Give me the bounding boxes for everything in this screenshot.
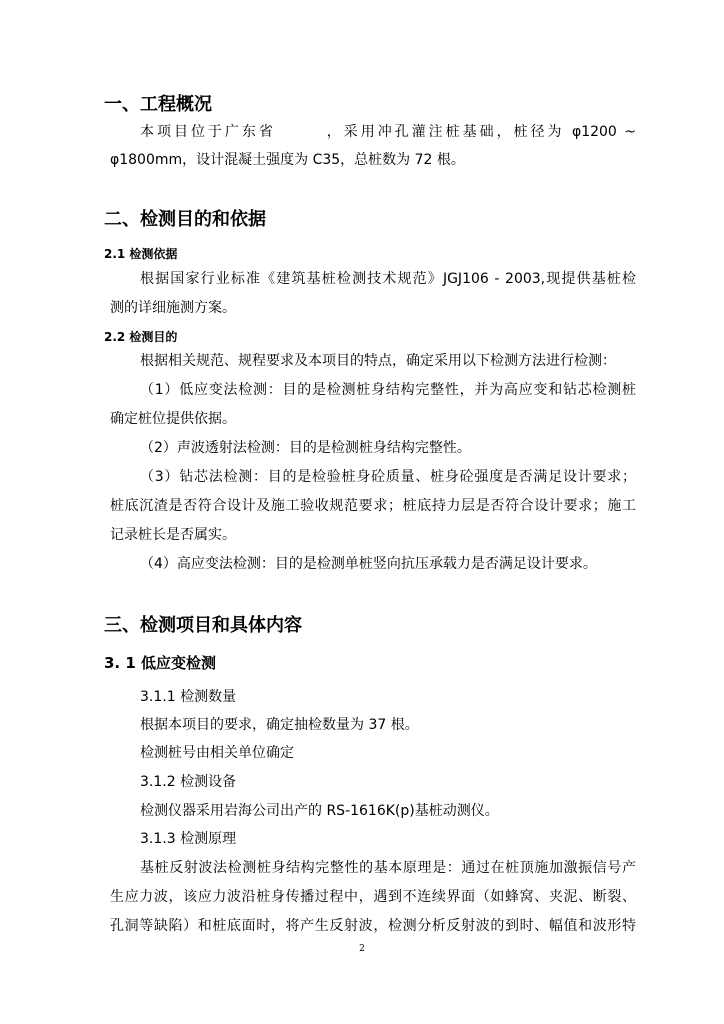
subsection-3-1-title: 3. 1 低应变检测 [104, 654, 217, 672]
method-1-line-2: 确定桩位提供依据。 [110, 411, 236, 427]
equipment-text: 检测仪器采用岩海公司出产的 RS-1616K(p)基桩动测仪。 [140, 803, 499, 819]
principle-line-1: 基桩反射波法检测桩身结构完整性的基本原理是：通过在桩顶施加激振信号产 [140, 860, 636, 876]
subsection-2-2-intro: 根据相关规范、规程要求及本项目的特点，确定采用以下检测方法进行检测： [140, 353, 616, 369]
subsection-3-1-3-title: 3.1.3 检测原理 [140, 831, 237, 847]
subsection-2-2-title: 2.2 检测目的 [104, 330, 178, 344]
section-1-para-line-2: φ1800mm，设计混凝土强度为 C35，总桩数为 72 根。 [110, 152, 465, 168]
method-3-line-2: 桩底沉渣是否符合设计及施工验收规范要求；桩底持力层是否符合设计要求；施工 [110, 498, 636, 514]
page-number: 2 [359, 944, 365, 954]
subsection-2-1-para-line-2: 测的详细施测方案。 [110, 300, 236, 316]
subsection-3-1-1-title: 3.1.1 检测数量 [140, 689, 237, 705]
pile-number-text: 检测桩号由相关单位确定 [140, 745, 294, 761]
section-2-heading: 二、检测目的和依据 [104, 209, 266, 230]
section-3-heading: 三、检测项目和具体内容 [104, 615, 302, 636]
quantity-text: 根据本项目的要求，确定抽检数量为 37 根。 [140, 717, 419, 733]
subsection-3-1-2-title: 3.1.2 检测设备 [140, 774, 237, 790]
method-1-line-1: （1）低应变法检测：目的是检测桩身结构完整性，并为高应变和钻芯检测桩 [140, 382, 636, 398]
method-2-line: （2）声波透射法检测：目的是检测桩身结构完整性。 [140, 440, 471, 456]
principle-line-3: 孔洞等缺陷）和桩底面时，将产生反射波，检测分析反射波的到时、幅值和波形特 [110, 918, 636, 934]
method-3-line-1: （3）钻芯法检测：目的是检验桩身砼质量、桩身砼强度是否满足设计要求； [140, 469, 636, 485]
method-3-line-3: 记录桩长是否属实。 [110, 527, 236, 543]
subsection-2-1-title: 2.1 检测依据 [104, 247, 178, 261]
method-4-line: （4）高应变法检测：目的是检测单桩竖向抗压承载力是否满足设计要求。 [140, 556, 597, 572]
principle-line-2: 生应力波，该应力波沿桩身传播过程中，遇到不连续界面（如蜂窝、夹泥、断裂、 [110, 889, 636, 905]
section-1-heading: 一、工程概况 [104, 94, 212, 115]
subsection-2-1-para-line-1: 根据国家行业标准《建筑基桩检测技术规范》JGJ106 - 2003,现提供基桩检 [140, 271, 636, 287]
section-1-para-line-1: 本项目位于广东省 ，采用冲孔灌注桩基础，桩径为 φ1200 ~ [140, 124, 636, 140]
